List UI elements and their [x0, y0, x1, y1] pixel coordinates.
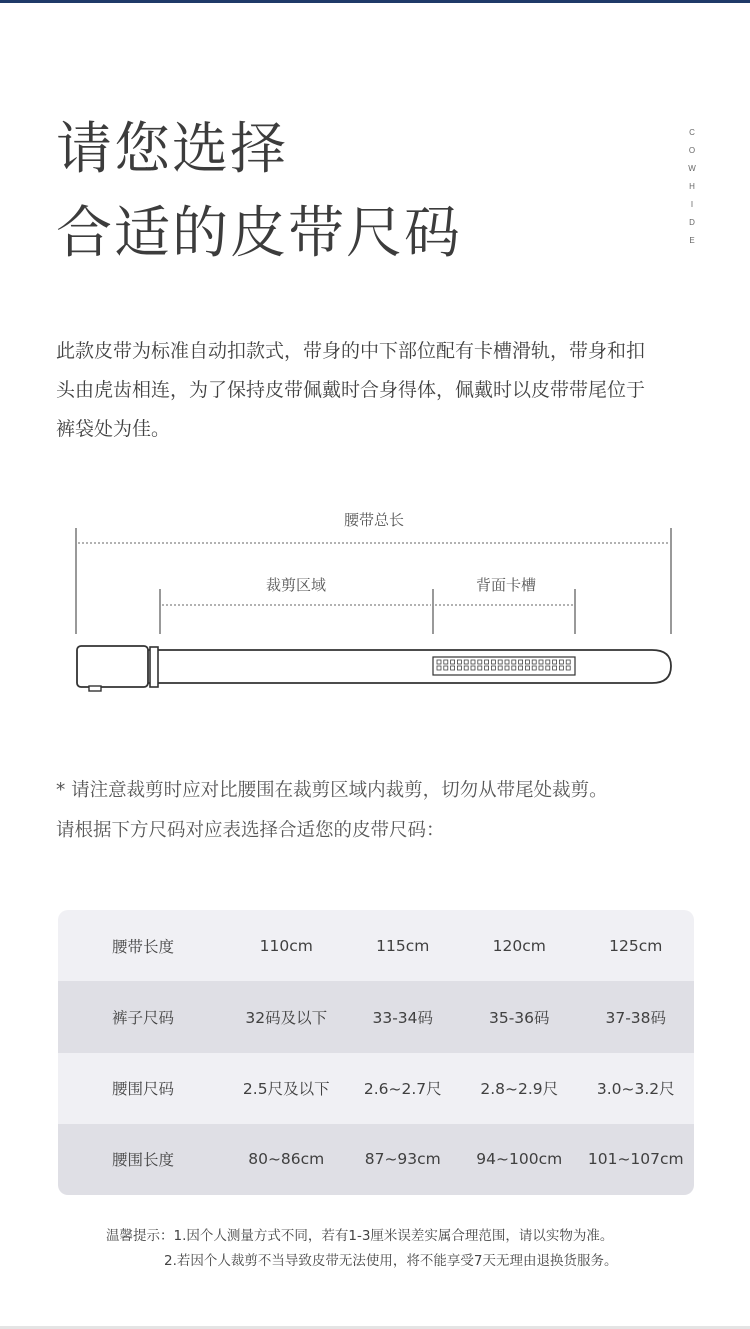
table-cell: 3.0~3.2尺: [596, 1080, 675, 1099]
table-cell: 120cm: [492, 936, 546, 955]
cut-warning-note: * 请注意裁剪时应对比腰围在裁剪区域内裁剪，切勿从带尾处裁剪。: [56, 780, 608, 801]
row-header: 裤子尺码: [111, 1008, 174, 1027]
table-intro-note: 请根据下方尺码对应表选择合适您的皮带尺码：: [56, 820, 445, 841]
row-header: 腰围长度: [111, 1151, 174, 1170]
table-cell: 110cm: [259, 936, 313, 955]
intro-line: 此款皮带为标准自动扣款式，带身的中下部位配有卡槽滑轨，带身和扣: [56, 340, 646, 362]
table-cell: 37-38码: [605, 1008, 667, 1027]
vertical-letter: D: [689, 218, 695, 227]
buckle-tab: [89, 686, 101, 691]
table-cell: 2.8~2.9尺: [480, 1080, 559, 1099]
buckle-clip: [150, 647, 158, 687]
belt-buckle: [77, 646, 148, 687]
table-cell: 35-36码: [488, 1008, 550, 1027]
top-accent-bar: [0, 0, 750, 3]
table-cell: 2.6~2.7尺: [363, 1080, 442, 1099]
vertical-letter: E: [689, 236, 695, 245]
table-cell: 87~93cm: [364, 1150, 441, 1169]
vertical-cowhide-text: [686, 124, 698, 250]
back-slot-label: 背面卡槽: [475, 576, 537, 594]
intro-line: 头由虎齿相连，为了保持皮带佩戴时合身得体，佩戴时以皮带带尾位于: [56, 379, 646, 401]
table-cell: 101~107cm: [587, 1150, 684, 1169]
table-row: [58, 910, 694, 981]
intro-paragraph: [56, 332, 700, 449]
table-row: [58, 981, 694, 1052]
belt-strap: [148, 650, 671, 683]
table-row: [58, 1124, 694, 1195]
row-header: 腰围尺码: [111, 1080, 174, 1099]
table-cell: 2.5尺及以下: [242, 1080, 330, 1099]
vertical-letter: O: [688, 146, 696, 155]
size-table: [58, 910, 694, 1195]
intro-line: 裤袋处为佳。: [56, 418, 171, 440]
cut-area-label: 裁剪区域: [265, 576, 327, 594]
vertical-letter: I: [690, 200, 694, 209]
table-row: [58, 1053, 694, 1124]
vertical-letter: W: [688, 164, 696, 173]
page-title-line1: 请您选择: [56, 117, 288, 182]
vertical-letter: C: [689, 128, 695, 137]
total-length-label: 腰带总长: [343, 511, 405, 529]
page-title-line2: 合适的皮带尺码: [56, 201, 462, 266]
table-cell: 115cm: [376, 936, 430, 955]
table-cell: 80~86cm: [248, 1150, 325, 1169]
belt-diagram: [0, 520, 750, 700]
table-cell: 125cm: [609, 936, 663, 955]
table-cell: 94~100cm: [476, 1150, 563, 1169]
tips-line1: 温馨提示：1.因个人测量方式不同，若有1-3厘米误差实属合理范围，请以实物为准。: [106, 1228, 614, 1244]
tips-line2: 2.若因个人裁剪不当导致皮带无法使用，将不能享受7天无理由退换货服务。: [164, 1253, 618, 1269]
vertical-letter: H: [689, 182, 695, 191]
table-cell: 32码及以下: [245, 1008, 328, 1027]
table-cell: 33-34码: [372, 1008, 434, 1027]
row-header: 腰带长度: [111, 937, 174, 956]
